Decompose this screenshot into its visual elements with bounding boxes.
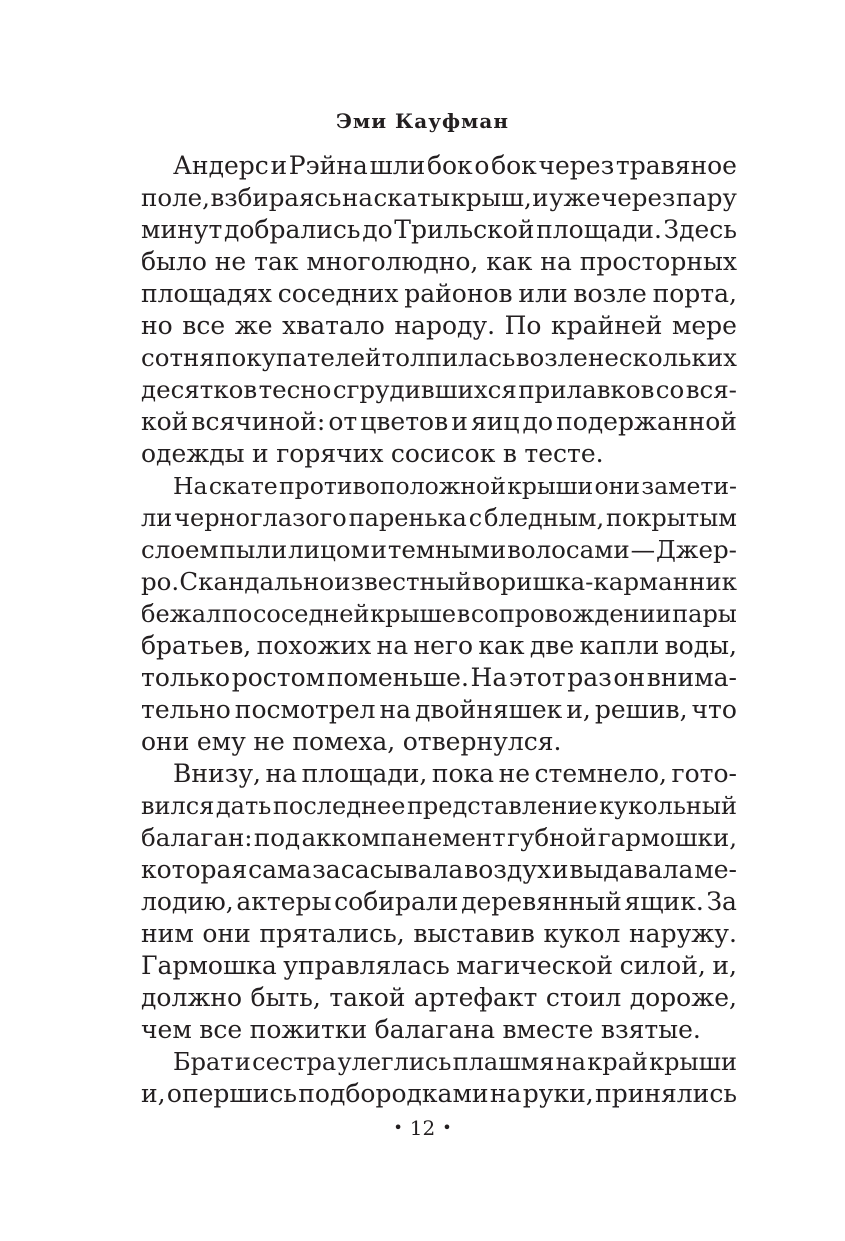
text-line: ли черноглазого паренька с бледным, покрытым	[141, 504, 737, 532]
text-line: одежды и горячих сосисок в тесте.	[141, 439, 604, 468]
text-line: Гармошка управлялась магической силой, и,	[141, 951, 737, 980]
running-head: Эми Кауфман	[335, 109, 510, 133]
text-line: и, опершись подбородками на руки, принялись	[141, 1079, 737, 1108]
text-line: тельно посмотрел на двойняшек и, решив, что	[141, 695, 737, 724]
text-line: ро. Скандально известный воришка-карманник	[141, 567, 737, 596]
text-line: бежал по соседней крыше в сопровождении пары	[141, 600, 737, 628]
text-line: чем все пожитки балагана вместе взятые.	[141, 1015, 701, 1044]
text-line: вился дать последнее представление кукольный	[141, 792, 737, 820]
text-line: но все же хватало народу. По крайней мере	[141, 311, 737, 340]
text-line: минут добрались до Трильской площади. Здесь	[141, 215, 737, 244]
text-line: поле, взбираясь на скаты крыш, и уже через пару	[141, 183, 737, 212]
text-line: Внизу, на площади, пока не стемнело, гото-	[173, 759, 737, 788]
body-text	[141, 150, 737, 1110]
text-line: лодию, актеры собирали деревянный ящик. За	[141, 887, 737, 916]
text-line: должно быть, такой артефакт стоил дороже,	[141, 983, 737, 1012]
text-line: они ему не помеха, отвернулся.	[141, 727, 562, 756]
text-line: площадях соседних районов или возле порта,	[141, 279, 737, 308]
page-number-value: 12	[409, 1116, 436, 1140]
text-line: Андерс и Рэйна шли бок о бок через травяное	[173, 151, 737, 180]
page-number	[0, 1116, 845, 1140]
text-line: ним они прятались, выставив кукол наружу.	[141, 919, 737, 948]
text-line: которая сама засасывала воздух и выдавала ме-	[141, 855, 737, 884]
text-line: десятков тесно сгрудившихся прилавков со вся-	[141, 375, 737, 404]
text-line: Брат и сестра улеглись плашмя на край крыши	[173, 1048, 737, 1076]
text-line: кой всячиной: от цветов и яиц до подержанной	[141, 407, 737, 436]
text-line: слоем пыли лицом и темными волосами — Джер-	[141, 535, 737, 564]
folio-bullet-right: •	[442, 1118, 452, 1137]
text-line: балаган: под аккомпанемент губной гармошки,	[141, 823, 737, 852]
folio-bullet-left: •	[393, 1118, 403, 1137]
text-line: было не так многолюдно, как на просторных	[141, 247, 737, 276]
text-line: На скате противоположной крыши они замети-	[173, 472, 737, 500]
text-line: сотня покупателей толпилась возле нескольких	[141, 343, 737, 372]
text-line: братьев, похожих на него как две капли воды,	[141, 631, 737, 660]
text-line: только ростом поменьше. На этот раз он внима-	[141, 663, 737, 692]
